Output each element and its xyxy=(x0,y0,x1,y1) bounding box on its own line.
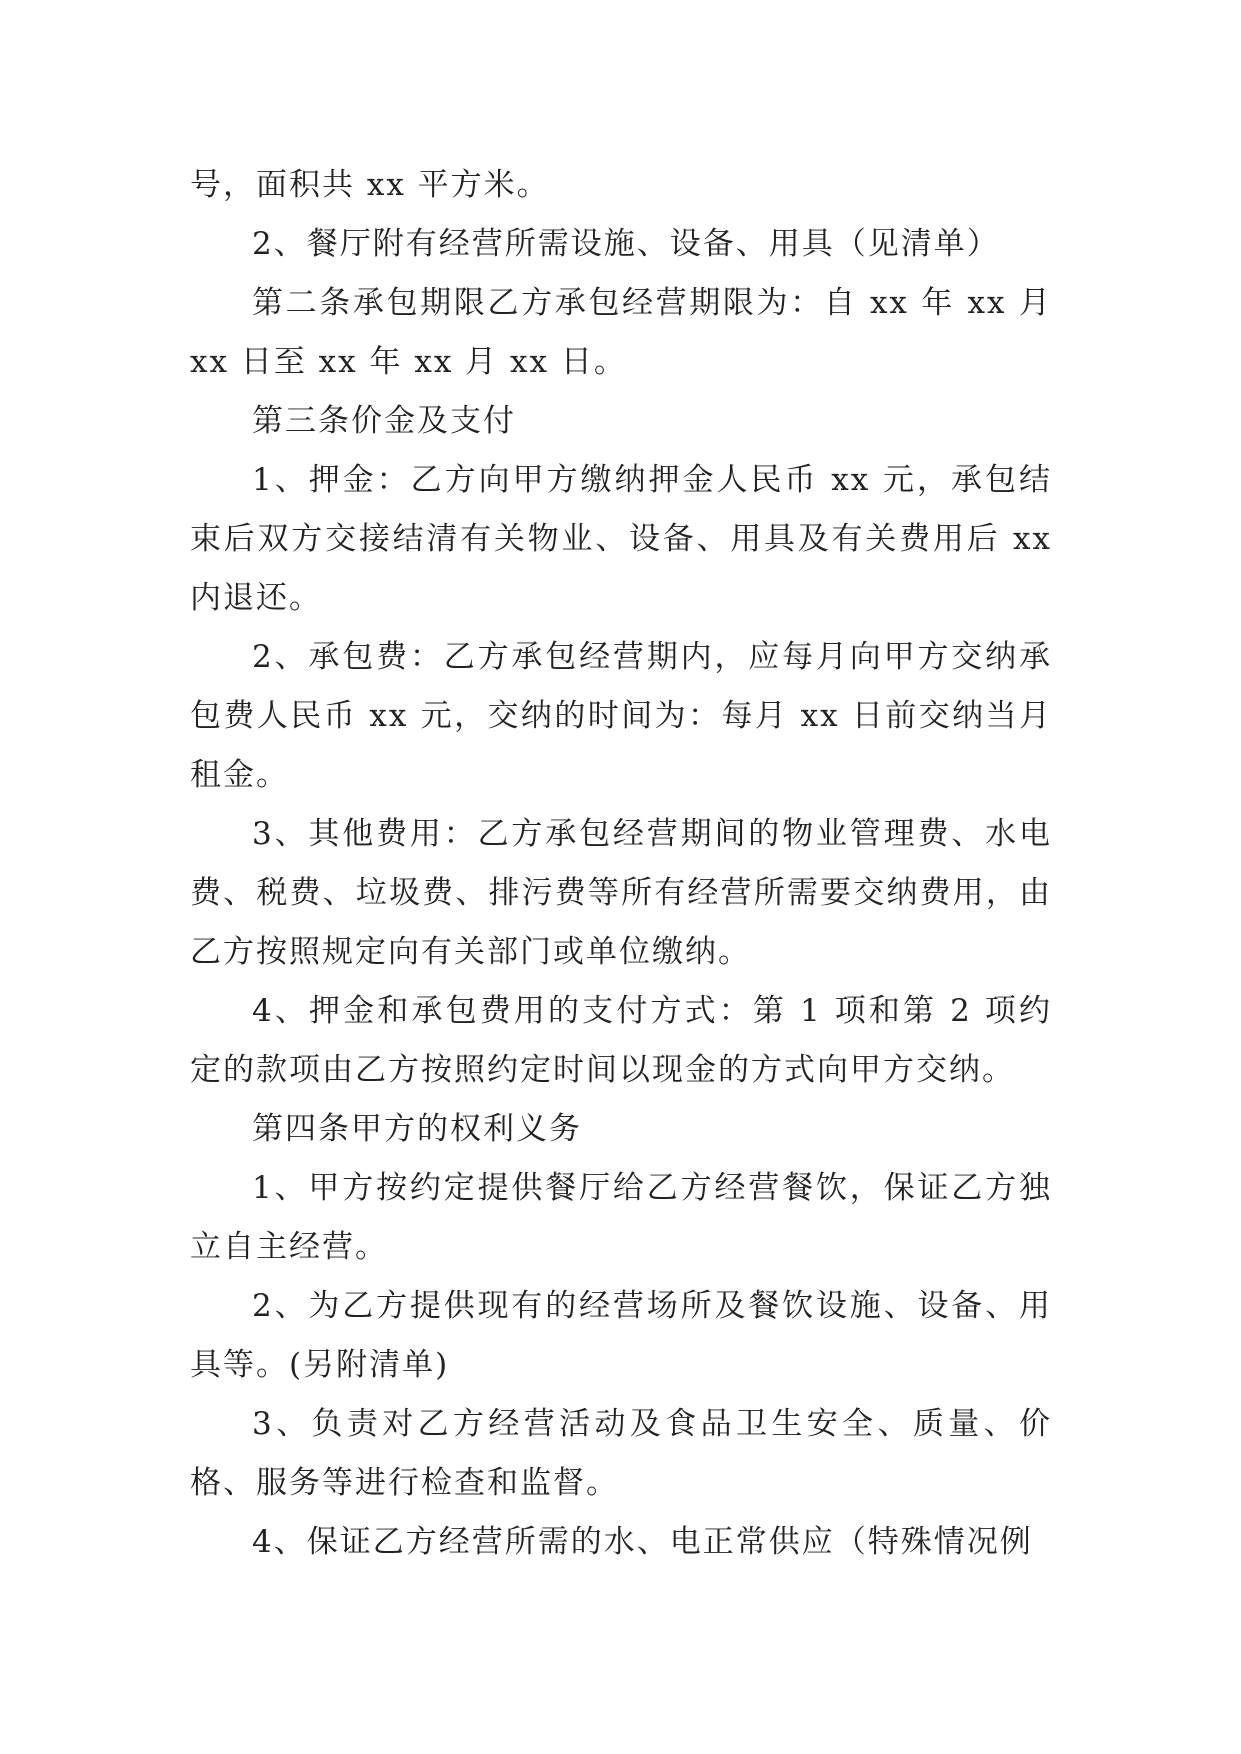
document-body xyxy=(190,156,1052,1572)
paragraph-contract-fee: 2、承包费：乙方承包经营期内，应每月向甲方交纳承包费人民币 xx 元，交纳的时间为：每月 xx 日前交纳当月租金。 xyxy=(190,639,1052,793)
paragraph-deposit: 1、押金：乙方向甲方缴纳押金人民币 xx 元，承包结束后双方交接结清有关物业、设备、用具及有关费用后 xx 内退还。 xyxy=(190,462,1052,616)
paragraph-party-a-duty-2: 2、为乙方提供现有的经营场所及餐饮设施、设备、用具等。(另附清单) xyxy=(190,1288,1052,1383)
paragraph-facilities: 2、餐厅附有经营所需设施、设备、用具（见清单） xyxy=(252,226,1000,262)
paragraph-party-a-duty-1: 1、甲方按约定提供餐厅给乙方经营餐饮，保证乙方独立自主经营。 xyxy=(190,1170,1052,1265)
paragraph-party-a-duty-4: 4、保证乙方经营所需的水、电正常供应（特殊情况例 xyxy=(252,1524,1033,1560)
paragraph-party-a-duty-3: 3、负责对乙方经营活动及食品卫生安全、质量、价格、服务等进行检查和监督。 xyxy=(190,1406,1052,1501)
paragraph-other-fees: 3、其他费用：乙方承包经营期间的物业管理费、水电费、税费、垃圾费、排污费等所有经营所需要交纳费用，由乙方按照规定向有关部门或单位缴纳。 xyxy=(190,816,1052,970)
heading-article-4: 第四条甲方的权利义务 xyxy=(252,1111,582,1147)
paragraph-area-continuation: 号，面积共 xx 平方米。 xyxy=(190,167,550,203)
paragraph-payment-method: 4、押金和承包费用的支付方式：第 1 项和第 2 项约定的款项由乙方按照约定时间以现金的方式向甲方交纳。 xyxy=(190,993,1052,1088)
heading-article-3: 第三条价金及支付 xyxy=(252,403,516,439)
paragraph-article-2-term: 第二条承包期限乙方承包经营期限为：自 xx 年 xx 月 xx 日至 xx 年 xx 月 xx 日。 xyxy=(190,285,1052,380)
